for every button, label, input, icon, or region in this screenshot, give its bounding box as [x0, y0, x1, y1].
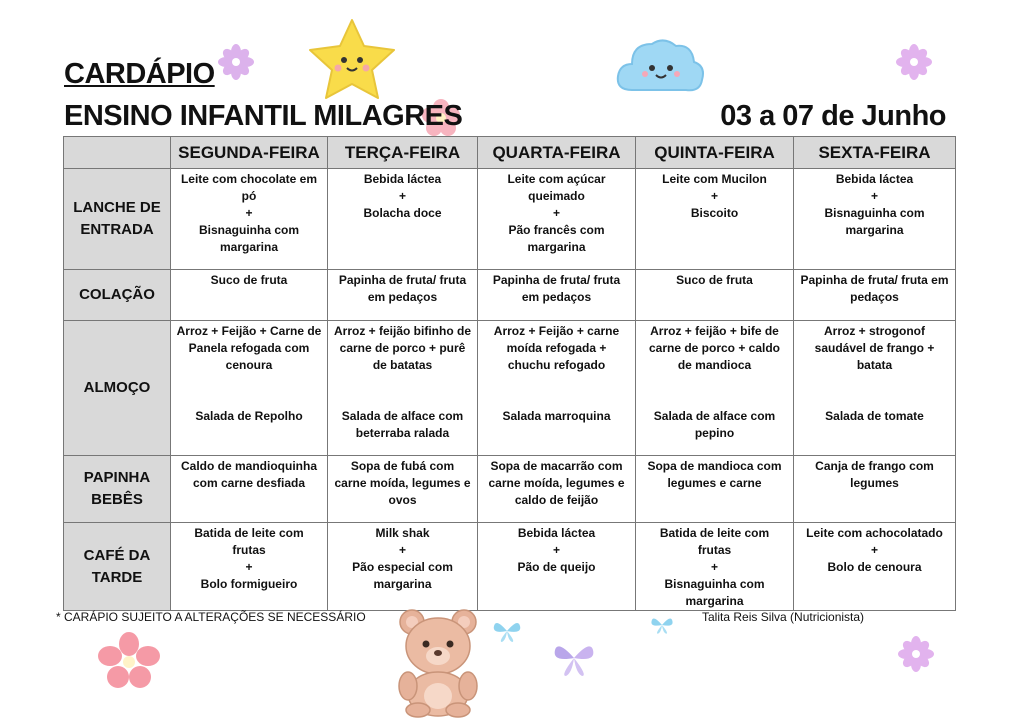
dish-gap — [331, 374, 474, 408]
meal-name — [64, 169, 171, 270]
menu-item-line: margarina — [219, 240, 279, 254]
pink-flower-icon — [98, 632, 160, 690]
meal-row — [64, 321, 956, 456]
main-dish-line: saudável de frango + — [814, 341, 935, 355]
menu-item-line: legumes e carne — [667, 476, 762, 490]
menu-cell — [171, 169, 328, 270]
menu-cell — [171, 523, 328, 611]
meal-name — [64, 270, 171, 321]
menu-cell — [171, 270, 328, 321]
menu-item-line: carne moída, legumes e — [488, 476, 625, 490]
menu-item-line: queimado — [528, 189, 585, 203]
main-dish-line: Arroz + feijão bifinho de — [333, 324, 471, 338]
menu-item-line: Leite com chocolate em — [180, 172, 318, 186]
main-dish-line: de batatas — [372, 358, 433, 372]
main-dish-line: Arroz + Feijão + Carne de — [176, 324, 322, 338]
menu-item-line: Pão especial com — [352, 560, 453, 574]
menu-item-line: Bolo de cenoura — [827, 560, 922, 574]
meal-name-line: PAPINHA — [83, 469, 151, 486]
menu-item-line: Bebida láctea — [363, 172, 442, 186]
menu-item-line: Pão francês com — [508, 223, 605, 237]
menu-cell — [478, 321, 636, 456]
day-header: SEGUNDA-FEIRA — [171, 137, 328, 169]
menu-item-line: Bisnaguinha com — [198, 223, 299, 237]
menu-item-line: pó — [241, 189, 257, 203]
menu-item-line: + — [245, 206, 253, 220]
menu-cell — [328, 456, 478, 523]
menu-cell — [328, 169, 478, 270]
menu-item-line: em pedaços — [521, 290, 592, 304]
menu-item-line: com carne desfiada — [192, 476, 306, 490]
menu-item-line: Suco de fruta — [676, 273, 753, 287]
menu-item-line: Sopa de macarrão com — [490, 459, 623, 473]
menu-item-line: margarina — [845, 223, 904, 237]
menu-item-line: Bolo formigueiro — [200, 577, 298, 591]
menu-item-line: Suco de fruta — [210, 273, 288, 287]
main-dish-line: de mandioca — [677, 358, 752, 372]
menu-item-line: Biscoito — [690, 206, 739, 220]
menu-item-line: caldo de feijão — [514, 493, 599, 507]
menu-cell — [171, 321, 328, 456]
menu-cell — [636, 456, 794, 523]
menu-item-line: + — [245, 560, 253, 574]
menu-item-line: Bisnaguinha com — [824, 206, 925, 220]
menu-item-line: pedaços — [850, 290, 899, 304]
main-dish-line: carne de porco + purê — [339, 341, 466, 355]
salad-line: Salada marroquina — [502, 409, 611, 423]
menu-item-line: Leite com Mucilon — [662, 172, 767, 186]
meal-name-line: TARDE — [91, 568, 143, 586]
menu-cell — [478, 270, 636, 321]
butterfly-icon — [552, 640, 596, 678]
menu-table — [63, 136, 956, 611]
menu-cell — [794, 169, 956, 270]
menu-item-line: Leite com achocolatado — [806, 526, 943, 540]
menu-item-line: Batida de leite com — [194, 526, 304, 540]
day-header: QUARTA-FEIRA — [478, 137, 636, 169]
salad-line: Salada de alface com — [341, 409, 464, 423]
meal-row — [64, 456, 956, 523]
menu-item-line: Batida de leite com — [659, 526, 770, 540]
dish-gap — [481, 374, 632, 408]
meal-name-line: ALMOÇO — [83, 379, 151, 396]
dish-gap — [797, 374, 952, 408]
menu-item-line: carne moída, legumes e — [334, 476, 471, 490]
salad-line: Salada de alface com — [653, 409, 776, 423]
star-icon — [304, 16, 400, 102]
menu-item-line: Caldo de mandioquinha — [180, 459, 317, 473]
main-dish-line: cenoura — [225, 358, 273, 372]
lilac-flower-icon — [218, 44, 254, 80]
menu-cell — [478, 169, 636, 270]
lilac-flower-icon — [896, 44, 932, 80]
dish-gap — [174, 374, 324, 408]
menu-cell — [478, 523, 636, 611]
meal-name — [64, 523, 171, 611]
menu-item-line: frutas — [232, 543, 266, 557]
menu-item-line: + — [870, 189, 878, 203]
menu-item-line: Papinha de fruta/ fruta em — [800, 273, 949, 287]
menu-cell — [328, 523, 478, 611]
menu-cell — [636, 523, 794, 611]
menu-item-line: Milk shak — [375, 526, 430, 540]
menu-cell — [794, 321, 956, 456]
meal-name-line: LANCHE DE — [73, 199, 161, 216]
dish-gap — [639, 374, 790, 408]
menu-item-line: + — [710, 560, 718, 574]
menu-item-line: margarina — [373, 577, 432, 591]
menu-item-line: margarina — [527, 240, 586, 254]
menu-cell — [636, 169, 794, 270]
menu-cell — [794, 523, 956, 611]
main-dish-line: Arroz + strogonof — [824, 324, 925, 338]
salad-line: Salada de Repolho — [195, 409, 303, 423]
menu-cell — [171, 456, 328, 523]
menu-cell — [636, 270, 794, 321]
day-header: QUINTA-FEIRA — [636, 137, 794, 169]
meal-name — [64, 321, 171, 456]
menu-item-line: + — [552, 206, 560, 220]
corner-cell — [64, 137, 171, 169]
meal-name — [64, 456, 171, 523]
school-name: ENSINO INFANTIL MILAGRES — [64, 100, 463, 132]
main-dish-line: chuchu refogado — [507, 358, 606, 372]
meal-row — [64, 523, 956, 611]
menu-item-line: + — [710, 189, 718, 203]
menu-item-line: frutas — [697, 543, 732, 557]
day-header: SEXTA-FEIRA — [794, 137, 956, 169]
meal-name-line: BEBÊS — [91, 491, 143, 508]
menu-item-line: legumes — [850, 476, 899, 490]
table-header-row — [64, 137, 956, 169]
teddy-bear-icon — [390, 606, 486, 718]
menu-cell — [794, 456, 956, 523]
menu-cell — [478, 456, 636, 523]
menu-item-line: Pão de queijo — [517, 560, 596, 574]
menu-item-line: + — [870, 543, 878, 557]
meal-name-line: COLAÇÃO — [79, 286, 155, 303]
menu-item-line: Sopa de fubá com — [350, 459, 455, 473]
menu-item-line: Bebida láctea — [835, 172, 914, 186]
menu-item-line: Canja de frango com — [815, 459, 934, 473]
menu-item-line: Bolacha doce — [363, 206, 442, 220]
meal-name-line: ENTRADA — [80, 221, 154, 238]
meal-row — [64, 169, 956, 270]
day-header: TERÇA-FEIRA — [328, 137, 478, 169]
main-dish-line: Arroz + Feijão + carne — [493, 324, 620, 338]
salad-line: beterraba ralada — [355, 426, 450, 440]
main-dish-line: moída refogada + — [506, 341, 607, 355]
meal-name-line: CAFÉ DA — [83, 546, 151, 564]
lilac-flower-icon — [898, 636, 934, 672]
menu-item-line: Sopa de mandioca com — [647, 459, 782, 473]
date-range: 03 a 07 de Junho — [720, 100, 946, 132]
menu-cell — [328, 321, 478, 456]
menu-item-line: + — [398, 543, 406, 557]
main-dish-line: carne de porco + caldo — [648, 341, 781, 355]
cloud-icon — [612, 30, 708, 102]
menu-cell — [636, 321, 794, 456]
menu-item-line: Leite com açúcar — [507, 172, 606, 186]
menu-item-line: Bisnaguinha com — [664, 577, 765, 591]
menu-cell — [328, 270, 478, 321]
butterfly-icon — [650, 614, 674, 636]
menu-item-line: Bebida láctea — [517, 526, 596, 540]
main-dish-line: batata — [856, 358, 893, 372]
butterfly-icon — [492, 618, 522, 644]
menu-item-line: + — [398, 189, 406, 203]
main-dish-line: Arroz + feijão + bife de — [650, 324, 779, 338]
menu-item-line: + — [552, 543, 560, 557]
main-dish-line: Panela refogada com — [188, 341, 310, 355]
menu-title: CARDÁPIO — [64, 58, 215, 90]
salad-line: pepino — [694, 426, 735, 440]
meal-row — [64, 270, 956, 321]
nutritionist-signature: Talita Reis Silva (Nutricionista) — [702, 610, 865, 624]
menu-item-line: em pedaços — [367, 290, 438, 304]
menu-item-line: ovos — [388, 493, 417, 507]
menu-item-line: Papinha de fruta/ fruta — [338, 273, 467, 287]
menu-item-line: Papinha de fruta/ fruta — [492, 273, 621, 287]
salad-line: Salada de tomate — [825, 409, 924, 423]
disclaimer-note: * CARÁPIO SUJEITO A ALTERAÇÕES SE NECESSÁRIO — [56, 610, 366, 624]
menu-cell — [794, 270, 956, 321]
menu-item-line: margarina — [685, 594, 744, 608]
